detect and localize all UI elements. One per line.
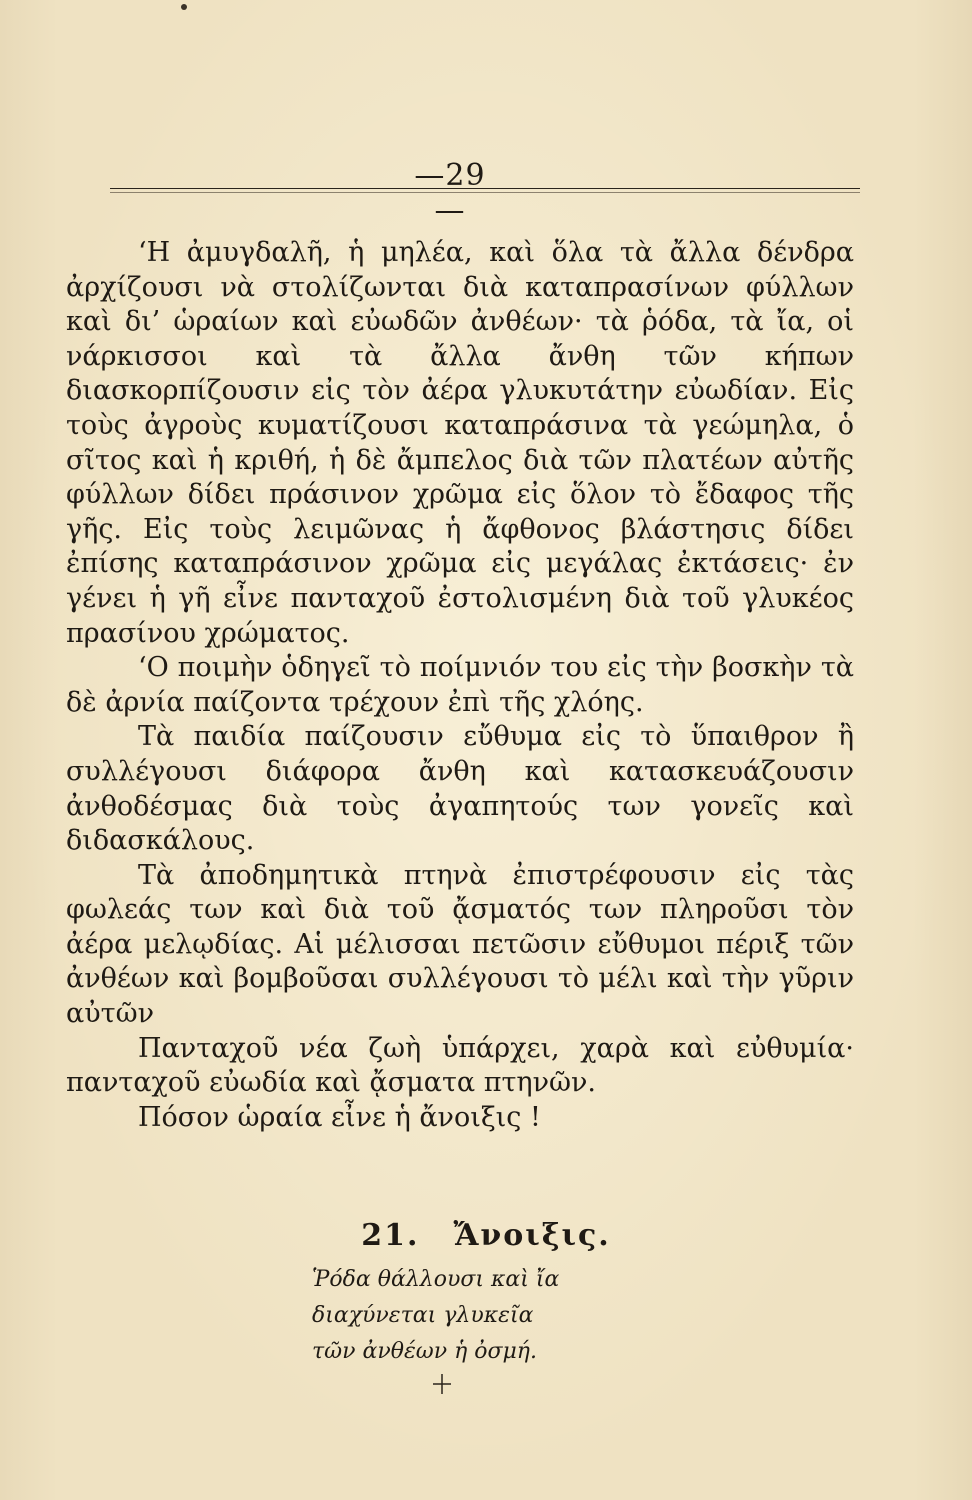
body-text xyxy=(66,236,854,1135)
section-title: Ἄνοιξις. xyxy=(453,1218,611,1253)
header-rule-secondary xyxy=(110,192,860,193)
section-number: 21. xyxy=(361,1218,420,1253)
section-heading xyxy=(0,1218,972,1253)
poem-line: τῶν ἀνθέων ἡ ὀσμή. xyxy=(312,1339,537,1364)
paragraph: Πόσον ὡραία εἶνε ἡ ἄνοιξις ! xyxy=(138,1101,541,1133)
poem-line: διαχύνεται γλυκεῖα xyxy=(312,1303,534,1328)
paragraph: ‘Ο ποιμὴν ὁδηγεῖ τὸ ποίμνιόν του εἰς τὴν βοσκὴν τὰ δὲ ἀρνία παίζοντα τρέχουν ἐπὶ τῆς χλόης. xyxy=(66,652,854,718)
paragraph: Τὰ ἀποδημητικὰ πτηνὰ ἐπιστρέφουσιν εἰς τὰς φωλεάς των καὶ διὰ τοῦ ᾄσματός των πληροῦσι τὸν ἀέρα μελῳδίας. Αἱ μέλισσαι πετῶσιν εὔθυμοι πέριξ τῶν ἀνθέων καὶ βομβοῦσαι συλλέγουσι τὸ μέλι καὶ τὴν γῦριν αὐτῶν xyxy=(66,859,854,1030)
poem-line: Ῥόδα θάλλουσι καὶ ἴα xyxy=(312,1267,560,1292)
header-rule xyxy=(110,188,860,189)
paragraph: Τὰ παιδία παίζουσιν εὔθυμα εἰς τὸ ὕπαιθρον ἢ συλλέγουσι διάφορα ἄνθη καὶ κατασκευάζουσιν ἀνθοδέσμας διὰ τοὺς ἀγαπητούς των γονεῖς καὶ διδασκάλους. xyxy=(66,721,854,857)
paragraph: Πανταχοῦ νέα ζωὴ ὑπάρχει, χαρὰ καὶ εὐθυμία· πανταχοῦ εὐωδία καὶ ᾄσματα πτηνῶν. xyxy=(66,1032,854,1099)
page-number: —29— xyxy=(414,158,486,228)
page-header xyxy=(0,158,972,228)
poem xyxy=(312,1262,732,1370)
cross-ornament-icon xyxy=(430,1372,454,1396)
ink-dot xyxy=(181,4,187,10)
paragraph: ‘Η ἀμυγδαλῆ, ἡ μηλέα, καὶ ὅλα τὰ ἄλλα δένδρα ἀρχίζουσι νὰ στολίζωνται διὰ καταπρασίνων φύλλων καὶ δι’ ὡραίων καὶ εὐωδῶν ἀνθέων· τὰ ῥόδα, τὰ ἴα, οἱ νάρκισσοι καὶ τὰ ἄλλα ἄνθη τῶν κήπων διασκορπίζουσιν εἰς τὸν ἀέρα γλυκυτάτην εὐωδίαν. Εἰς τοὺς ἀγροὺς κυματίζουσι καταπράσινα τὰ γεώμηλα, ὁ σῖτος καὶ ἡ κριθή, ἡ δὲ ἄμπελος διὰ τῶν πλατέων αὐτῆς φύλλων δίδει πράσινον χρῶμα εἰς ὅλον τὸ ἔδαφος τῆς γῆς. Εἰς τοὺς λειμῶνας ἡ ἄφθονος βλάστησις δίδει ἐπίσης καταπράσινον χρῶμα εἰς μεγάλας ἐκτάσεις· ἐν γένει ἡ γῆ εἶνε πανταχοῦ ἐστολισμένη διὰ τοῦ γλυκέος πρασίνου χρώματος. xyxy=(66,237,854,649)
